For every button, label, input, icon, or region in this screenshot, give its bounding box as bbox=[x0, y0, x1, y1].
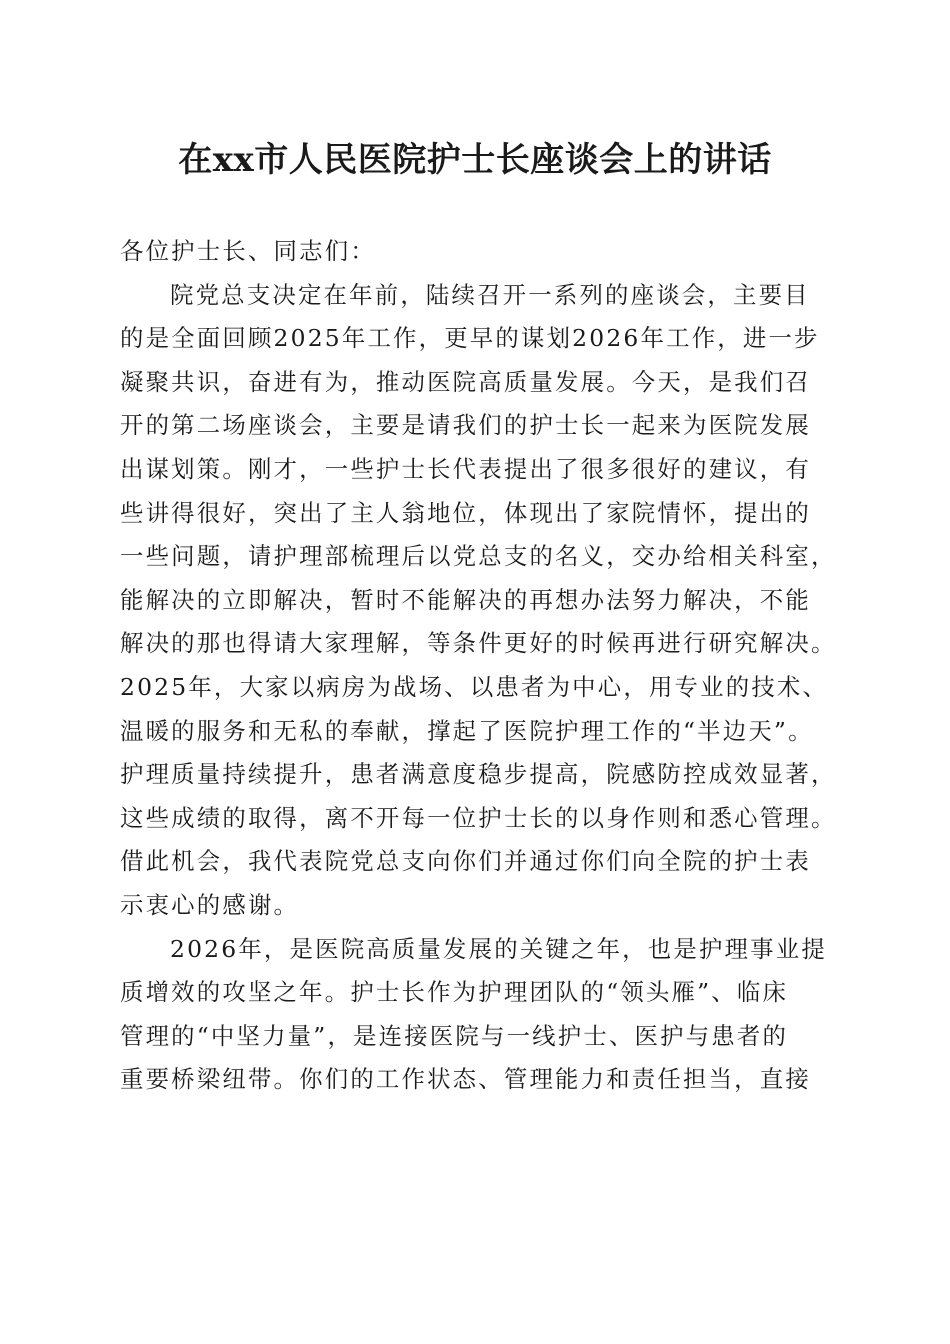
paragraph-line: 质增效的攻坚之年。护士长作为护理团队的“领头雁”、临床 bbox=[120, 978, 789, 1007]
paragraph-line: 院党总支决定在年前，陆续召开一系列的座谈会，主要目 bbox=[170, 280, 810, 309]
paragraph-line: 护理质量持续提升，患者满意度稳步提高，院感防控成效显著， bbox=[120, 760, 837, 789]
paragraph-line: 管理的“中坚力量”，是连接医院与一线护士、医护与患者的 bbox=[120, 1021, 789, 1050]
paragraph-line: 开的第二场座谈会，主要是请我们的护士长一起来为医院发展 bbox=[120, 411, 811, 440]
salutation: 各位护士长、同志们： bbox=[120, 237, 376, 265]
paragraph-line: 温暖的服务和无私的奉献，撑起了医院护理工作的“半边天”。 bbox=[120, 716, 814, 745]
paragraph-line: 的是全面回顾2025年工作，更早的谋划2026年工作，进一步 bbox=[120, 324, 820, 353]
paragraph-line: 2025年，大家以病房为战场、以患者为中心，用专业的技术、 bbox=[120, 672, 829, 701]
paragraph-line: 重要桥梁纽带。你们的工作状态、管理能力和责任担当，直接 bbox=[120, 1065, 811, 1094]
paragraph-line: 能解决的立即解决，暂时不能解决的再想办法努力解决，不能 bbox=[120, 585, 811, 614]
paragraph-line: 些讲得很好，突出了主人翁地位，体现出了家院情怀，提出的 bbox=[120, 498, 811, 527]
paragraph-line: 2026年，是医院高质量发展的关键之年，也是护理事业提 bbox=[170, 934, 827, 963]
paragraph-line: 借此机会，我代表院党总支向你们并通过你们向全院的护士表 bbox=[120, 847, 811, 876]
paragraph-line: 一些问题，请护理部梳理后以党总支的名义，交办给相关科室， bbox=[120, 542, 837, 571]
paragraph-line: 这些成绩的取得，离不开每一位护士长的以身作则和悉心管理。 bbox=[120, 803, 837, 832]
paragraph-line: 示衷心的感谢。 bbox=[120, 890, 300, 919]
document-title: 在xx市人民医院护士长座谈会上的讲话 bbox=[178, 140, 772, 180]
paragraph-line: 出谋划策。刚才，一些护士长代表提出了很多很好的建议，有 bbox=[120, 454, 811, 483]
paragraph-line: 解决的那也得请大家理解，等条件更好的时候再进行研究解决。 bbox=[120, 629, 837, 658]
document-body bbox=[120, 230, 840, 1102]
paragraph-line: 凝聚共识，奋进有为，推动医院高质量发展。今天，是我们召 bbox=[120, 367, 811, 396]
